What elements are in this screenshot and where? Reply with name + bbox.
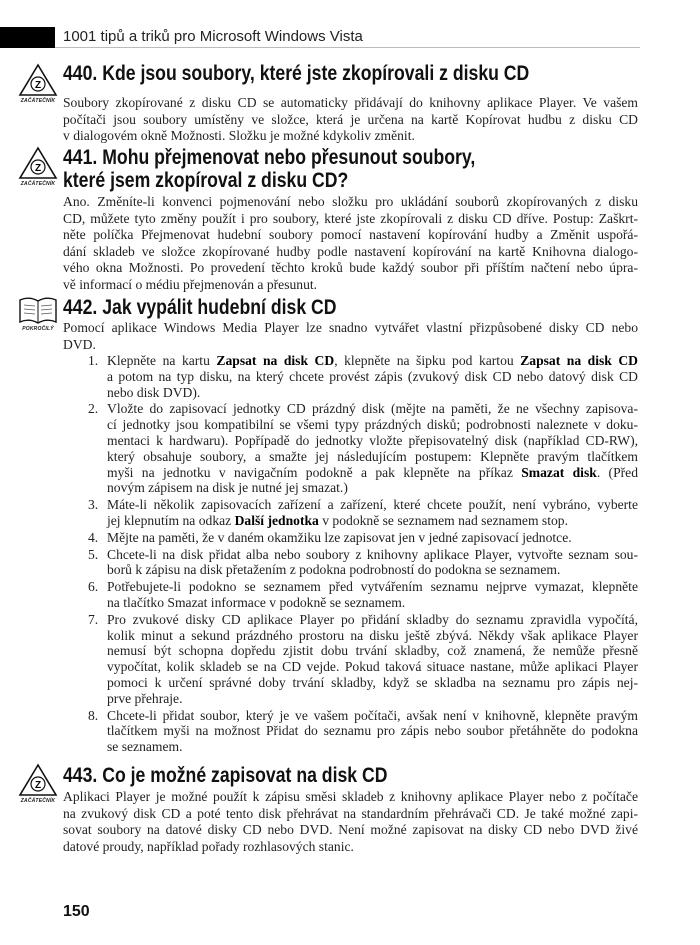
- text-run: Chcete-li přidat soubor, který je ve vašem počítači, avšak není v knihovně, klepněte pravým: [107, 707, 638, 723]
- bold-term: Smazat disk: [521, 464, 597, 480]
- step-number: 3.: [88, 497, 99, 513]
- tip-body: [63, 789, 638, 855]
- text-run: Pomocí aplikace Windows Media Player lze snadno vytvářet vlastní přizpůsobené disky CD nebo: [63, 320, 638, 335]
- beginner-label: ZAČÁTEČNÍK: [20, 798, 56, 804]
- text-line: [107, 433, 638, 449]
- tip-body: [63, 194, 638, 293]
- tip-heading: 443. Co je možné zapisovat na disk CD: [63, 764, 388, 787]
- text-line: [107, 369, 638, 385]
- text-line: [63, 211, 638, 228]
- tip-heading: 441. Mohu přejmenovat nebo přesunout soubory,: [63, 146, 476, 169]
- page-number: 150: [63, 903, 90, 920]
- text-run: tlačítkem myši na možnost Přidat do seznamu pro zápis nebo soubor přetáhněte do podokna: [107, 723, 638, 739]
- text-run: a potom na typ disku, na který chcete provést zápis (zvukový disk CD nebo datový disk CD: [107, 368, 638, 384]
- step-number: 1.: [88, 353, 99, 368]
- text-line: [63, 244, 638, 261]
- step-text: [107, 547, 638, 579]
- beginner-label: ZAČÁTEČNÍK: [20, 98, 56, 104]
- beginner-letter: Z: [34, 163, 42, 174]
- text-line: [63, 227, 638, 244]
- advanced-label: POKROČILÝ: [22, 326, 54, 332]
- text-run: CD, můžete tyto změny použít i pro soubory, které jste zkopírovali z disku CD dříve. Postup: Zaškrt-: [63, 210, 638, 226]
- text-run: Aplikaci Player je možné použít k zápisu směsi skladeb z knihovny aplikace Player nebo z počítače: [63, 789, 638, 804]
- text-line: [107, 579, 638, 595]
- beginner-letter: Z: [34, 80, 42, 91]
- tip-heading: 440. Kde jsou soubory, které jste zkopírovali z disku CD: [63, 62, 530, 85]
- text-run: počítači jsou soubory umístěny ve složce, která je určena na kartě Kopírovat hudbu z disku CD: [63, 111, 638, 127]
- tip-heading: které jsem zkopíroval z disku CD?: [63, 169, 349, 192]
- text-run: borů k zápisu na disk přetažením z podokna podrobností do podokna se seznamem.: [107, 562, 561, 578]
- text-run: jej klepnutím na odkaz: [107, 512, 235, 528]
- text-line: [107, 513, 638, 529]
- step-number: 2.: [88, 401, 99, 417]
- text-run: nebo disk DVD).: [107, 384, 201, 400]
- text-line: [107, 417, 638, 433]
- text-run: prve přehraje.: [107, 690, 183, 706]
- tip-body: [63, 320, 638, 353]
- text-run: . (Před: [596, 464, 639, 480]
- beginner-label: ZAČÁTEČNÍK: [20, 181, 56, 187]
- text-line: [107, 739, 638, 755]
- text-run: novým zápisem na disk je nutné jej smazat.): [107, 480, 348, 496]
- text-run: sovat soubory na datové disky CD nebo DVD. Není možné zapisovat na disky CD nebo DVD živé: [63, 822, 638, 837]
- text-run: Soubory zkopírované z disku CD se automaticky přidávají do knihovny aplikace Player. Ve vašem: [63, 95, 638, 110]
- text-line: [107, 449, 638, 465]
- text-run: DVD.: [63, 336, 96, 352]
- text-run: Pro zvukové disky CD aplikace Player po přidání skladby do seznamu zpravidla vypočítá,: [107, 611, 638, 627]
- step-number: 4.: [88, 529, 99, 545]
- text-line: [107, 385, 638, 401]
- text-line: [63, 128, 638, 145]
- text-line: [63, 320, 638, 337]
- text-run: Máte-li několik zapisovacích zařízení a zařízení, které chcete použít, není vybráno, vyberte: [107, 497, 638, 513]
- text-line: [107, 547, 638, 563]
- text-run: mentaci k hardwaru). Popřípadě do jednotky vložte přepisovatelný disk (například CD-RW),: [107, 432, 638, 448]
- text-line: [63, 260, 638, 277]
- beginner-level-icon: [16, 762, 60, 806]
- text-run: se seznamem.: [107, 739, 183, 755]
- text-line: [107, 497, 638, 513]
- step-number: 7.: [88, 611, 99, 627]
- text-run: vypočítat, kolik skladeb se na CD vejde. Pokud taková situace nastane, může aplikaci Player: [107, 659, 638, 675]
- text-line: [107, 562, 638, 578]
- text-line: [107, 530, 638, 546]
- step-number: 6.: [88, 579, 99, 595]
- tip-heading: 442. Jak vypálit hudební disk CD: [63, 296, 337, 319]
- text-run: vě informací o médiu přejmenován a přesunut.: [63, 276, 318, 292]
- text-line: [63, 839, 638, 856]
- text-run: Potřebujete-li podokno se seznamem před vytvářením seznamu nejprve vymazat, klepněte: [107, 579, 638, 595]
- text-run: Vložte do zapisovací jednotky CD prázdný disk (mějte na paměti, že ne všechny zapisova-: [107, 401, 638, 417]
- step-text: [107, 579, 638, 611]
- text-run: vého okna Možnosti. Po provedení těchto kroků bude každý soubor při příštím načtení nebo úpra-: [63, 260, 638, 275]
- text-run: kolik minut a sekund prázdného prostoru na disku ještě zbývá. Někdy však aplikace Player: [107, 627, 638, 643]
- text-line: [63, 277, 638, 294]
- text-line: [107, 659, 638, 675]
- text-run: v dialogovém okně Možnosti. Složku je možné kdykoliv změnit.: [63, 128, 415, 143]
- header-black-bar: [0, 27, 55, 48]
- step-text: [107, 353, 638, 400]
- text-run: datové proudy, například pořady rozhlasových stanic.: [63, 838, 354, 854]
- text-run: dání skladeb ve složce zkopírované hudby podle nastavení kopírování na kartě Knihovna dialogo-: [63, 243, 638, 259]
- beginner-level-icon: [16, 145, 60, 189]
- text-run: Ano. Změníte-li konvenci pojmenování nebo složku pro ukládání souborů zkopírovaných z disku: [63, 194, 638, 209]
- text-line: [107, 628, 638, 644]
- text-line: [107, 708, 638, 724]
- text-run: nemusí být schopna dopředu zjistit dobu trvání skladby, což znamená, že nemůže přesně: [107, 643, 638, 659]
- text-run: v podokně se seznamem nad seznamem stop.: [318, 512, 568, 528]
- text-line: [63, 337, 638, 354]
- step-text: [107, 612, 638, 707]
- step-text: [107, 530, 638, 546]
- text-line: [107, 595, 638, 611]
- text-line: [107, 675, 638, 691]
- text-run: na tlačítko Smazat informace v podokně se seznamem.: [107, 594, 406, 610]
- step-number: 5.: [88, 546, 99, 562]
- bold-term: Zapsat na disk CD: [520, 353, 638, 368]
- text-line: [63, 95, 638, 112]
- text-run: něte políčka Přejmenovat hudební soubory pomocí nastavení kopírování hudby a Změnit uspořá-: [63, 227, 638, 242]
- text-line: [107, 723, 638, 739]
- text-line: [63, 194, 638, 211]
- running-header-title: 1001 tipů a triků pro Microsoft Windows Vista: [63, 28, 363, 45]
- step-text: [107, 401, 638, 496]
- text-line: [107, 465, 638, 481]
- text-run: cí jednotky jsou kompatibilní se všemi typy prázdných disků; podrobnosti naleznete v doku-: [107, 417, 638, 433]
- text-run: myši na jednotku v navigačním podokně a pak klepněte na příkaz: [107, 464, 522, 480]
- text-line: [63, 112, 638, 129]
- text-line: [63, 789, 638, 806]
- text-line: [107, 353, 638, 369]
- advanced-level-icon: [16, 292, 60, 336]
- step-text: [107, 708, 638, 755]
- text-line: [63, 806, 638, 823]
- text-line: [107, 643, 638, 659]
- beginner-level-icon: [16, 62, 60, 106]
- tip-body: [63, 95, 638, 145]
- text-line: [63, 822, 638, 839]
- text-run: na zvukový disk CD a poté tento disk přehrávat na standardním přehrávači CD. Je také možné zapi-: [63, 805, 638, 821]
- step-number: 8.: [88, 707, 99, 723]
- bold-term: Další jednotka: [234, 512, 319, 528]
- text-run: Mějte na paměti, že v daném okamžiku lze zapisovat jen v jedné zapisovací jednotce.: [107, 529, 572, 545]
- text-line: [107, 612, 638, 628]
- bold-term: Zapsat na disk CD: [216, 353, 335, 368]
- text-run: , klepněte na šipku pod kartou: [334, 353, 521, 368]
- text-line: [107, 691, 638, 707]
- text-line: [107, 401, 638, 417]
- header-divider: [55, 47, 640, 48]
- text-run: Chcete-li na disk přidat alba nebo soubory z knihovny aplikace Player, vytvořte seznam sou-: [107, 546, 638, 562]
- step-text: [107, 497, 638, 529]
- text-run: který obsahuje soubory, a smažte jej následujícím postupem: Klepněte pravým tlačítkem: [107, 448, 638, 464]
- text-run: pomoci k určení správné doby trvání skladby, když se skladba na seznamu pro zápis nej-: [107, 674, 638, 690]
- text-line: [107, 480, 638, 496]
- beginner-letter: Z: [34, 780, 42, 791]
- text-run: Klepněte na kartu: [107, 353, 217, 368]
